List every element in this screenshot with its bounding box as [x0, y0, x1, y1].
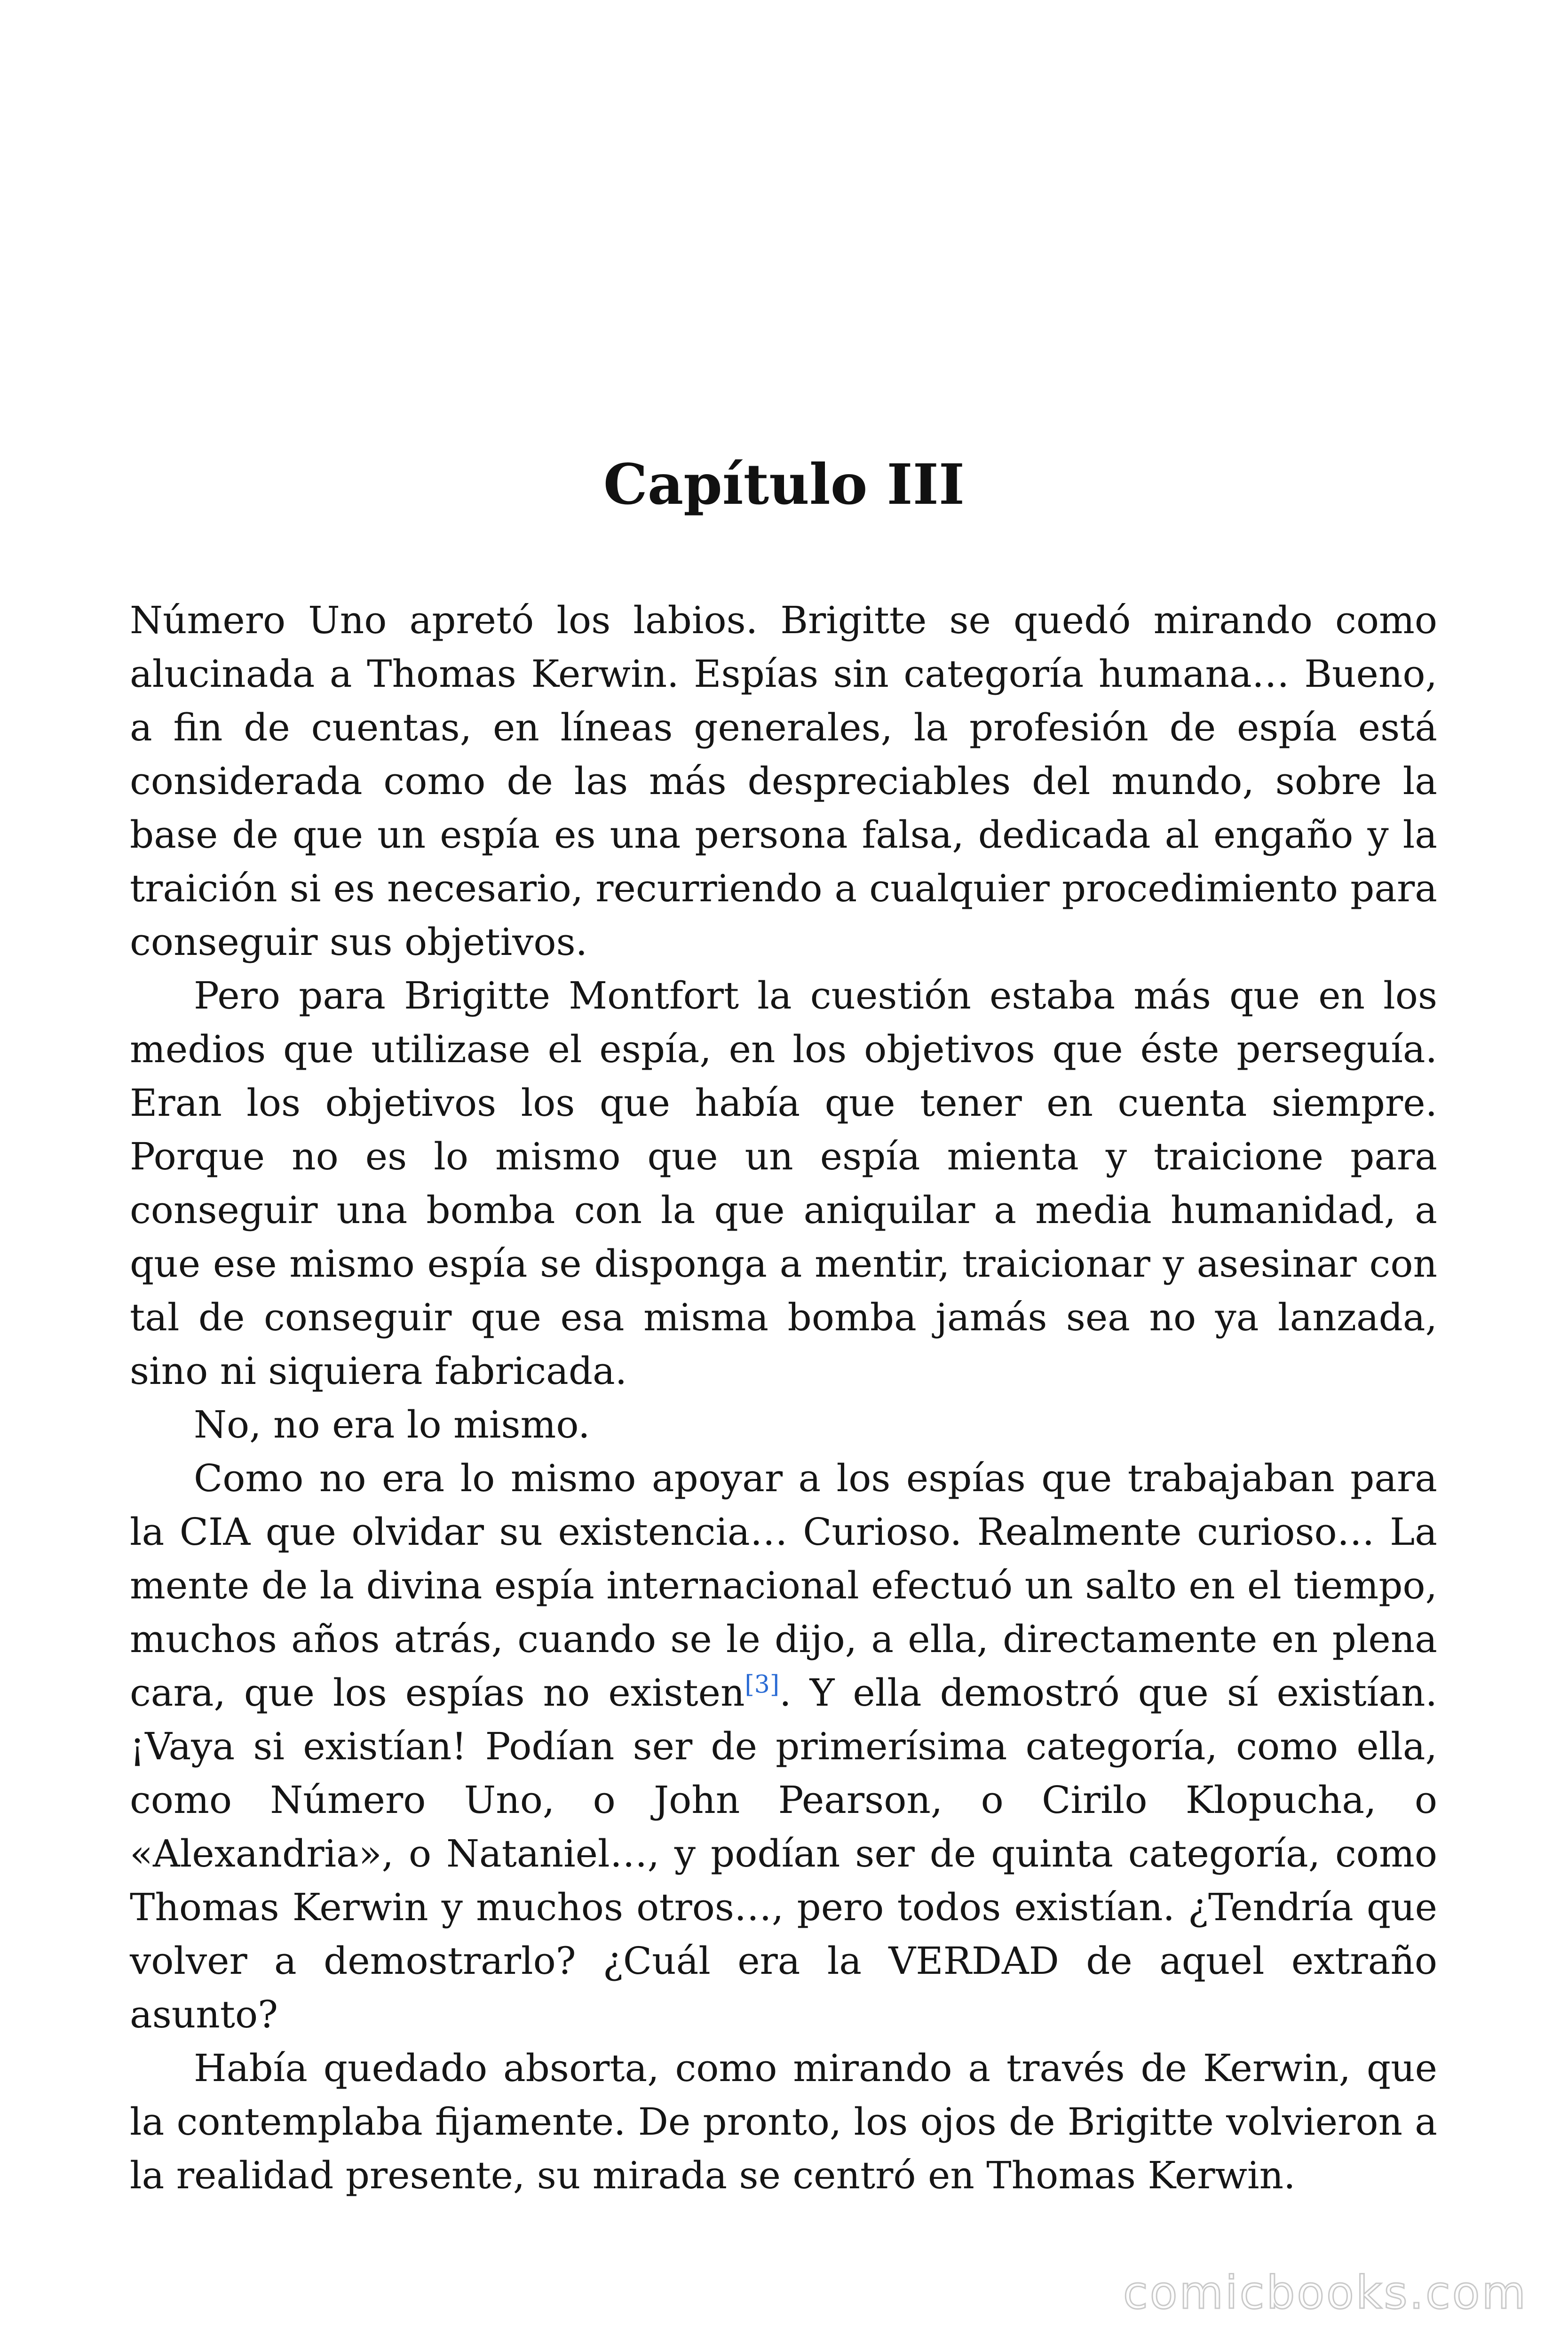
- chapter-body: [130, 594, 1437, 2202]
- paragraph-5: Había quedado absorta, como mirando a través de Kerwin, que la contemplaba fijamente. De pronto, los ojos de Brigitte volvieron a la realidad presente, su mirada se centró en Thomas Kerwin.: [130, 2046, 1437, 2197]
- paragraph-4: [130, 1452, 1437, 2042]
- paragraph-3: No, no era lo mismo.: [194, 1403, 590, 1446]
- paragraph-1: Número Uno apretó los labios. Brigitte se quedó mirando como alucinada a Thomas Kerwin. Espías sin categoría humana… Bueno, a fin de cuentas, en líneas generales, la profesión de espía está considerada como de las más despreciables del mundo, sobre la base de que un espía es una persona falsa, dedicada al engaño y la traición si es necesario, recurriendo a cualquier procedimiento para conseguir sus objetivos.: [130, 598, 1437, 964]
- chapter-title: Capítulo III: [603, 452, 965, 517]
- site-watermark: comicbooks.com: [1123, 2266, 1528, 2319]
- paragraph-4-text-before: Como no era lo mismo apoyar a los espías que trabajaban para la CIA que olvidar su existencia… Curioso. Realmente curioso… La mente de la divina espía internacional efectuó un salto en el tiempo, muchos años atrás, cuando se le dijo, a ella, directamente en plena cara, que los espías no existen: [130, 1456, 1437, 1715]
- footnote-link-3[interactable]: [3]: [744, 1670, 780, 1699]
- paragraph-4-text-after: . Y ella demostró que sí existían. ¡Vaya si existían! Podían ser de primerísima categoría, como ella, como Número Uno, o John Pearson, o Cirilo Klopucha, o «Alexandria», o Nataniel…, y podían ser de quinta categoría, como Thomas Kerwin y muchos otros…, pero todos existían. ¿Tendría que volver a demostrarlo? ¿Cuál era la VERDAD de aquel extraño asunto?: [130, 1671, 1438, 2036]
- paragraph-2: Pero para Brigitte Montfort la cuestión estaba más que en los medios que utilizase el espía, en los objetivos que éste perseguía. Eran los objetivos los que había que tener en cuenta siempre. Porque no es lo mismo que un espía mienta y traicione para conseguir una bomba con la que aniquilar a media humanidad, a que ese mismo espía se disponga a mentir, traicionar y asesinar con tal de conseguir que esa misma bomba jamás sea no ya lanzada, sino ni siquiera fabricada.: [130, 974, 1437, 1393]
